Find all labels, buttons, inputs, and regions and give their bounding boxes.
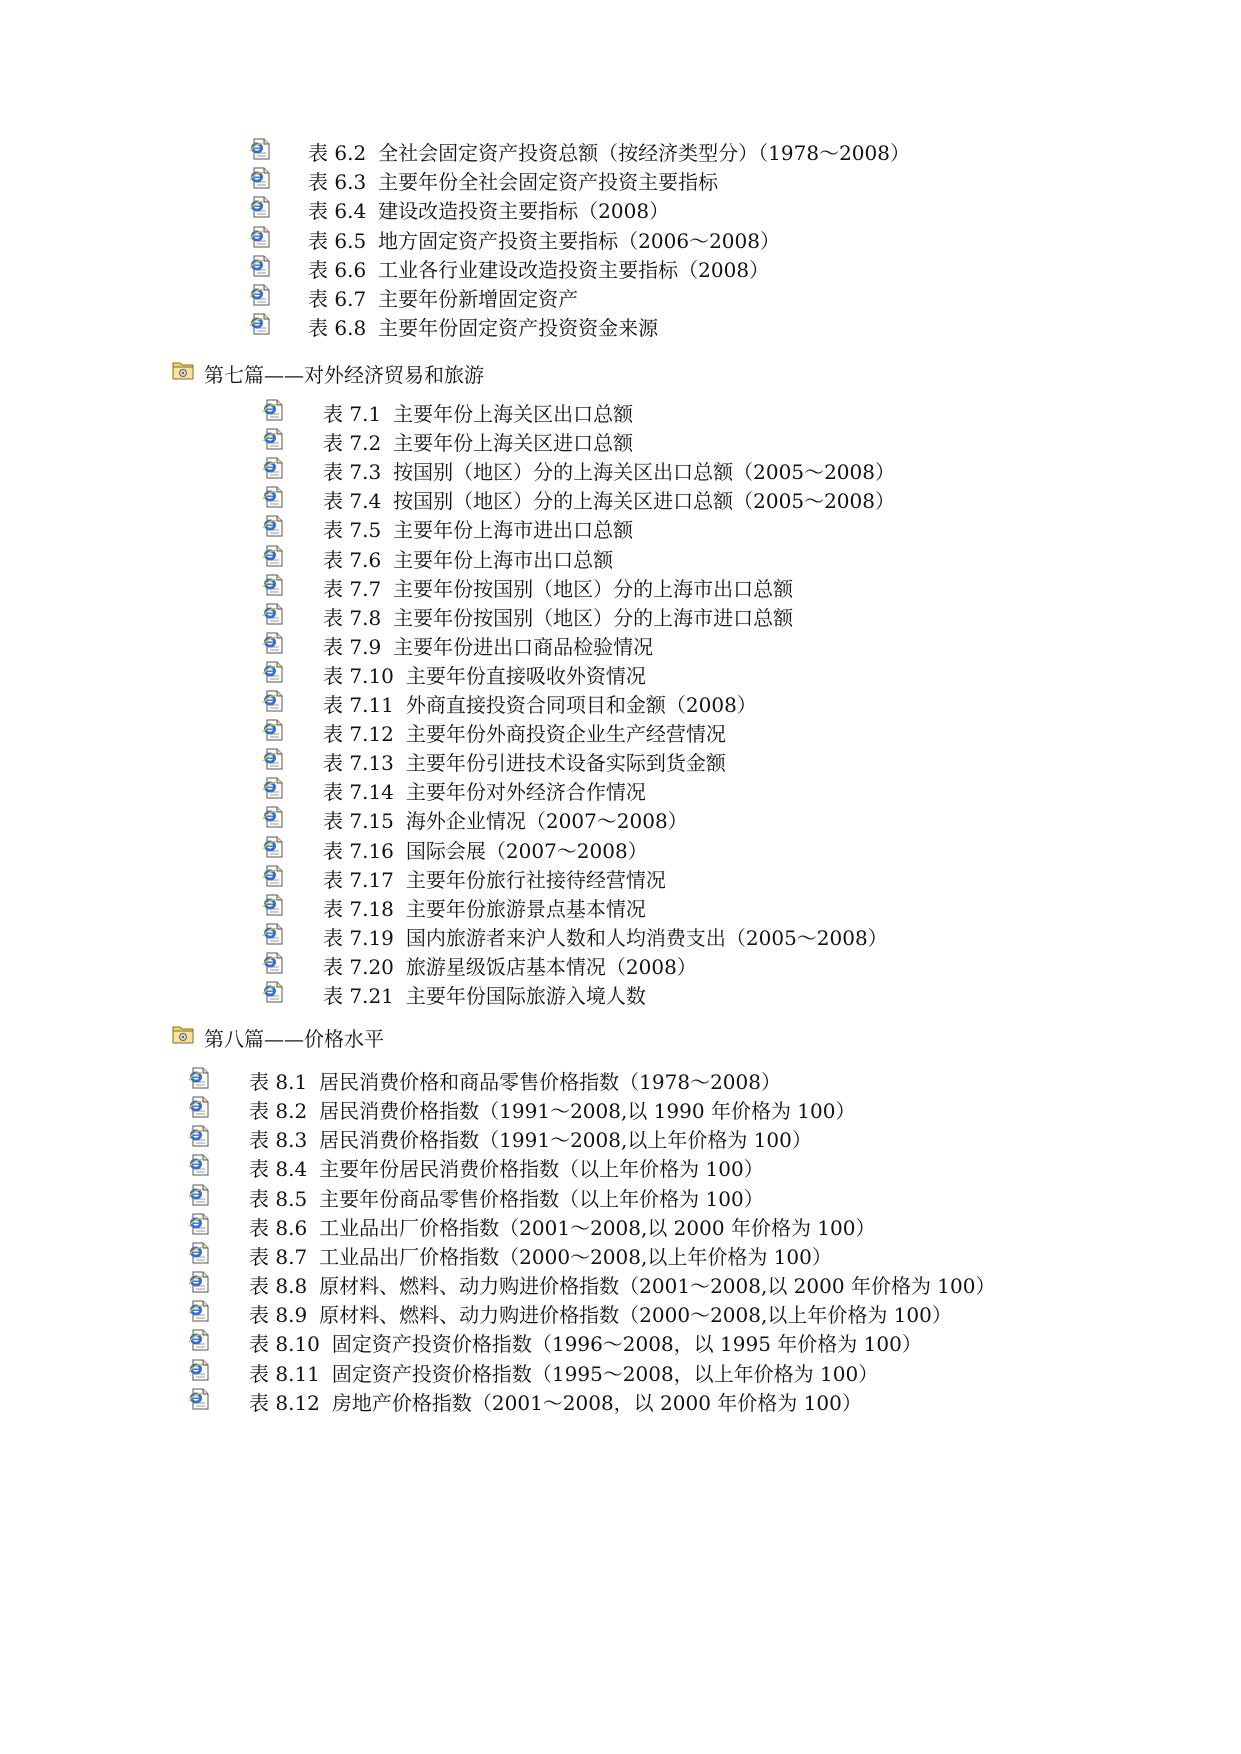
ie-document-icon [249,167,271,189]
table-link-label[interactable] [323,718,726,747]
table-number: 表 7.20 [323,954,394,979]
table-title: 建设改造投资主要指标（2008） [378,199,670,224]
table-title: 主要年份固定资产投资资金来源 [378,316,659,341]
table-number: 表 6.4 [308,199,367,224]
ie-document-icon [262,661,284,683]
ie-document-icon [188,1213,210,1235]
folder-icon [172,360,194,380]
table-title: 工业各行业建设改造投资主要指标（2008） [378,257,770,282]
table-link-label[interactable] [323,893,646,922]
ie-document-icon [188,1125,210,1147]
table-title: 主要年份对外经济合作情况 [405,780,646,805]
ie-document-icon [188,1096,210,1118]
table-number: 表 7.14 [323,780,394,805]
table-link-label[interactable] [323,485,895,514]
table-title: 主要年份按国别（地区）分的上海市出口总额 [393,576,794,601]
table-number: 表 7.1 [323,402,382,426]
table-title: 工业品出厂价格指数（2000～2008,以上年价格为 100） [319,1244,832,1269]
ie-document-icon [188,1271,210,1293]
ie-document-icon [188,1067,210,1089]
table-number: 表 7.9 [323,634,382,659]
table-title: 主要年份上海市出口总额 [393,547,614,572]
table-title: 主要年份国际旅游入境人数 [405,984,646,1008]
ie-document-icon [188,1388,210,1410]
table-link-label[interactable] [308,137,910,166]
table-number: 表 7.7 [323,576,382,601]
ie-document-icon [188,1154,210,1176]
table-title: 旅游星级饭店基本情况（2008） [405,954,697,979]
table-title: 主要年份直接吸收外资情况 [405,663,646,688]
ie-document-icon [262,515,284,537]
table-title: 主要年份居民消费价格指数（以上年价格为 100） [319,1157,764,1182]
ie-document-icon [262,603,284,625]
table-number: 表 8.11 [249,1361,320,1386]
table-title: 固定资产投资价格指数（1996～2008，以 1995 年价格为 100） [331,1332,922,1357]
table-title: 全社会固定资产投资总额（按经济类型分）（1978～2008） [378,141,910,165]
table-link-label[interactable] [323,689,757,718]
table-title: 房地产价格指数（2001～2008，以 2000 年价格为 100） [331,1390,862,1415]
ie-document-icon [188,1184,210,1206]
table-link-label[interactable] [308,225,780,254]
table-number: 表 8.10 [249,1332,320,1357]
table-number: 表 8.6 [249,1215,308,1240]
ie-document-icon [188,1242,210,1264]
table-number: 表 7.12 [323,722,394,747]
table-number: 表 7.18 [323,896,394,921]
ie-document-icon [262,399,284,421]
table-link-label[interactable] [249,1270,995,1299]
table-title: 按国别（地区）分的上海关区进口总额（2005～2008） [393,489,895,514]
table-link-label[interactable] [308,254,769,283]
table-title: 国际会展（2007～2008） [405,838,648,863]
ie-document-icon [262,806,284,828]
table-link-label[interactable] [308,312,658,341]
table-link-label[interactable] [323,951,697,980]
table-number: 表 7.17 [323,867,394,892]
folder-icon [172,1024,194,1044]
ie-document-icon [262,923,284,945]
table-number: 表 8.1 [249,1070,308,1094]
table-number: 表 8.7 [249,1244,308,1269]
table-number: 表 8.3 [249,1128,308,1153]
table-link-label[interactable] [249,1358,878,1387]
ie-document-icon [249,226,271,248]
table-title: 主要年份旅游景点基本情况 [405,896,646,921]
table-link-label[interactable] [323,660,646,689]
ie-document-icon [262,952,284,974]
table-title: 外商直接投资合同项目和金额（2008） [405,693,757,717]
ie-document-icon [249,138,271,160]
table-link-label[interactable] [249,1124,812,1153]
table-link-label[interactable] [249,1212,875,1241]
table-link-label[interactable] [308,166,718,195]
table-title: 地方固定资产投资主要指标（2006～2008） [378,228,780,253]
table-number: 表 8.12 [249,1390,320,1415]
table-link-label[interactable] [249,1328,922,1357]
table-title: 主要年份进出口商品检验情况 [393,634,654,659]
section-title: 第八篇——价格水平 [204,1027,384,1051]
table-number: 表 6.2 [308,141,367,165]
table-link-label[interactable] [323,573,793,602]
table-link-label[interactable] [323,776,646,805]
table-link-label[interactable] [323,980,646,1009]
ie-document-icon [262,865,284,887]
ie-document-icon [188,1329,210,1351]
table-number: 表 7.21 [323,984,394,1008]
table-link-label[interactable] [323,922,888,951]
table-number: 表 6.8 [308,316,367,341]
ie-document-icon [262,894,284,916]
table-link-label[interactable] [249,1299,952,1328]
ie-document-icon [262,777,284,799]
table-title: 原材料、燃料、动力购进价格指数（2001～2008,以 2000 年价格为 100） [319,1274,996,1299]
table-link-label[interactable] [323,805,688,834]
ie-document-icon [262,574,284,596]
ie-document-icon [249,284,271,306]
table-link-label[interactable] [323,398,633,427]
table-link-label[interactable] [323,835,648,864]
table-title: 居民消费价格指数（1991～2008,以上年价格为 100） [319,1128,812,1153]
table-number: 表 7.4 [323,489,382,514]
table-title: 主要年份上海市进出口总额 [393,518,634,543]
table-link-label[interactable] [323,864,666,893]
table-number: 表 7.10 [323,663,394,688]
table-link-label[interactable] [249,1387,862,1416]
ie-document-icon [249,313,271,335]
table-title: 主要年份新增固定资产 [378,287,579,311]
ie-document-icon [262,632,284,654]
table-link-label[interactable] [249,1066,781,1095]
table-number: 表 7.8 [323,605,382,630]
table-number: 表 8.8 [249,1274,308,1299]
table-link-label[interactable] [323,427,633,456]
table-number: 表 8.4 [249,1157,308,1182]
ie-document-icon [262,457,284,479]
table-title: 国内旅游者来沪人数和人均消费支出（2005～2008） [405,925,888,950]
table-link-label[interactable] [323,631,653,660]
ie-document-icon [249,196,271,218]
table-link-label[interactable] [249,1153,764,1182]
table-title: 主要年份引进技术设备实际到货金额 [405,751,726,776]
table-title: 海外企业情况（2007～2008） [405,809,688,834]
table-title: 主要年份上海关区出口总额 [393,402,634,426]
table-number: 表 8.9 [249,1303,308,1328]
table-title: 主要年份全社会固定资产投资主要指标 [378,170,719,195]
table-title: 主要年份上海关区进口总额 [393,431,634,456]
ie-document-icon [188,1300,210,1322]
table-number: 表 6.5 [308,228,367,253]
table-number: 表 7.16 [323,838,394,863]
table-link-label[interactable] [308,195,669,224]
table-link-label[interactable] [249,1241,832,1270]
table-title: 居民消费价格指数（1991～2008,以 1990 年价格为 100） [319,1099,856,1124]
table-number: 表 7.11 [323,693,394,717]
table-number: 表 6.3 [308,170,367,195]
ie-document-icon [262,981,284,1003]
ie-document-icon [262,748,284,770]
table-number: 表 7.19 [323,925,394,950]
table-link-label[interactable] [323,602,793,631]
table-number: 表 7.3 [323,460,382,485]
table-title: 主要年份外商投资企业生产经营情况 [405,722,726,747]
table-link-label[interactable] [249,1095,855,1124]
table-number: 表 7.5 [323,518,382,543]
table-title: 居民消费价格和商品零售价格指数（1978～2008） [319,1070,781,1094]
ie-document-icon [188,1359,210,1381]
table-title: 主要年份按国别（地区）分的上海市进口总额 [393,605,794,630]
table-number: 表 8.5 [249,1186,308,1211]
table-number: 表 7.2 [323,431,382,456]
table-link-label[interactable] [323,514,633,543]
table-title: 原材料、燃料、动力购进价格指数（2000～2008,以上年价格为 100） [319,1303,952,1328]
table-link-label[interactable] [323,544,613,573]
table-number: 表 7.15 [323,809,394,834]
table-number: 表 6.6 [308,257,367,282]
table-title: 工业品出厂价格指数（2001～2008,以 2000 年价格为 100） [319,1215,876,1240]
table-title: 主要年份商品零售价格指数（以上年价格为 100） [319,1186,764,1211]
table-title: 固定资产投资价格指数（1995～2008，以上年价格为 100） [331,1361,879,1386]
section-title: 第七篇——对外经济贸易和旅游 [204,363,484,387]
table-link-label[interactable] [323,456,895,485]
ie-document-icon [262,545,284,567]
table-number: 表 8.2 [249,1099,308,1124]
ie-document-icon [262,428,284,450]
table-title: 按国别（地区）分的上海关区出口总额（2005～2008） [393,460,895,485]
table-link-label[interactable] [249,1183,764,1212]
ie-document-icon [262,836,284,858]
table-title: 主要年份旅行社接待经营情况 [405,867,666,892]
ie-document-icon [262,690,284,712]
ie-document-icon [262,486,284,508]
table-link-label[interactable] [308,283,578,312]
ie-document-icon [262,719,284,741]
ie-document-icon [249,255,271,277]
table-number: 表 7.6 [323,547,382,572]
table-link-label[interactable] [323,747,726,776]
table-number: 表 7.13 [323,751,394,776]
table-number: 表 6.7 [308,287,367,311]
